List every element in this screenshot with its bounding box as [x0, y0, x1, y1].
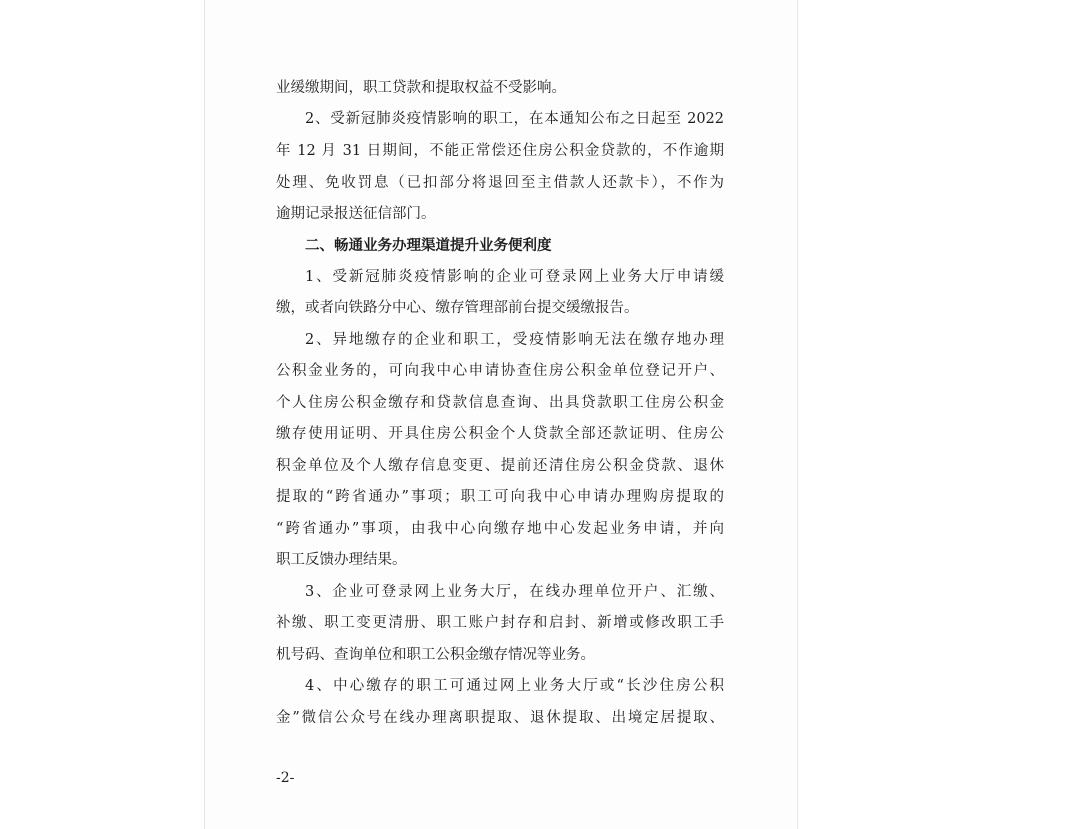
paragraph-line: 处理、免收罚息（已扣部分将退回至主借款人还款卡），不作为	[276, 175, 724, 191]
paragraph-line: 逾期记录报送征信部门。	[276, 206, 436, 222]
paragraph-line: 缴，或者向铁路分中心、缴存管理部前台提交缓缴报告。	[276, 300, 639, 316]
paragraph-line: 业缓缴期间，职工贷款和提取权益不受影响。	[276, 80, 566, 96]
paragraph-line: 2、异地缴存的企业和职工，受疫情影响无法在缴存地办理	[305, 332, 724, 348]
paragraph-line: 积金单位及个人缴存信息变更、提前还清住房公积金贷款、退休	[276, 458, 724, 474]
paragraph-line: 3、企业可登录网上业务大厅，在线办理单位开户、汇缴、	[305, 584, 724, 600]
paragraph-line: 职工反馈办理结果。	[276, 552, 407, 568]
paragraph-line: 缴存使用证明、开具住房公积金个人贷款全部还款证明、住房公	[276, 426, 724, 442]
section-heading: 二、畅通业务办理渠道提升业务便利度	[305, 238, 552, 254]
page-number: -2-	[276, 770, 295, 786]
paragraph-line: 年 12 月 31 日期间，不能正常偿还住房公积金贷款的，不作逾期	[276, 143, 724, 159]
paragraph-line: 2、受新冠肺炎疫情影响的职工，在本通知公布之日起至 2022	[305, 111, 724, 127]
paragraph-line: 提取的“跨省通办”事项；职工可向我中心申请办理购房提取的	[276, 489, 724, 505]
paragraph-line: 公积金业务的，可向我中心申请协查住房公积金单位登记开户、	[276, 363, 724, 379]
paragraph-line: 机号码、查询单位和职工公积金缴存情况等业务。	[276, 647, 595, 663]
paragraph-line: 金”微信公众号在线办理离职提取、退休提取、出境定居提取、	[276, 710, 724, 726]
paragraph-line: 个人住房公积金缴存和贷款信息查询、出具贷款职工住房公积金	[276, 395, 724, 411]
paragraph-line: 1、受新冠肺炎疫情影响的企业可登录网上业务大厅申请缓	[305, 269, 724, 285]
paragraph-line: “跨省通办”事项，由我中心向缴存地中心发起业务申请，并向	[276, 521, 724, 537]
paragraph-line: 补缴、职工变更清册、职工账户封存和启封、新增或修改职工手	[276, 615, 724, 631]
paragraph-line: 4、中心缴存的职工可通过网上业务大厅或“长沙住房公积	[305, 678, 724, 694]
